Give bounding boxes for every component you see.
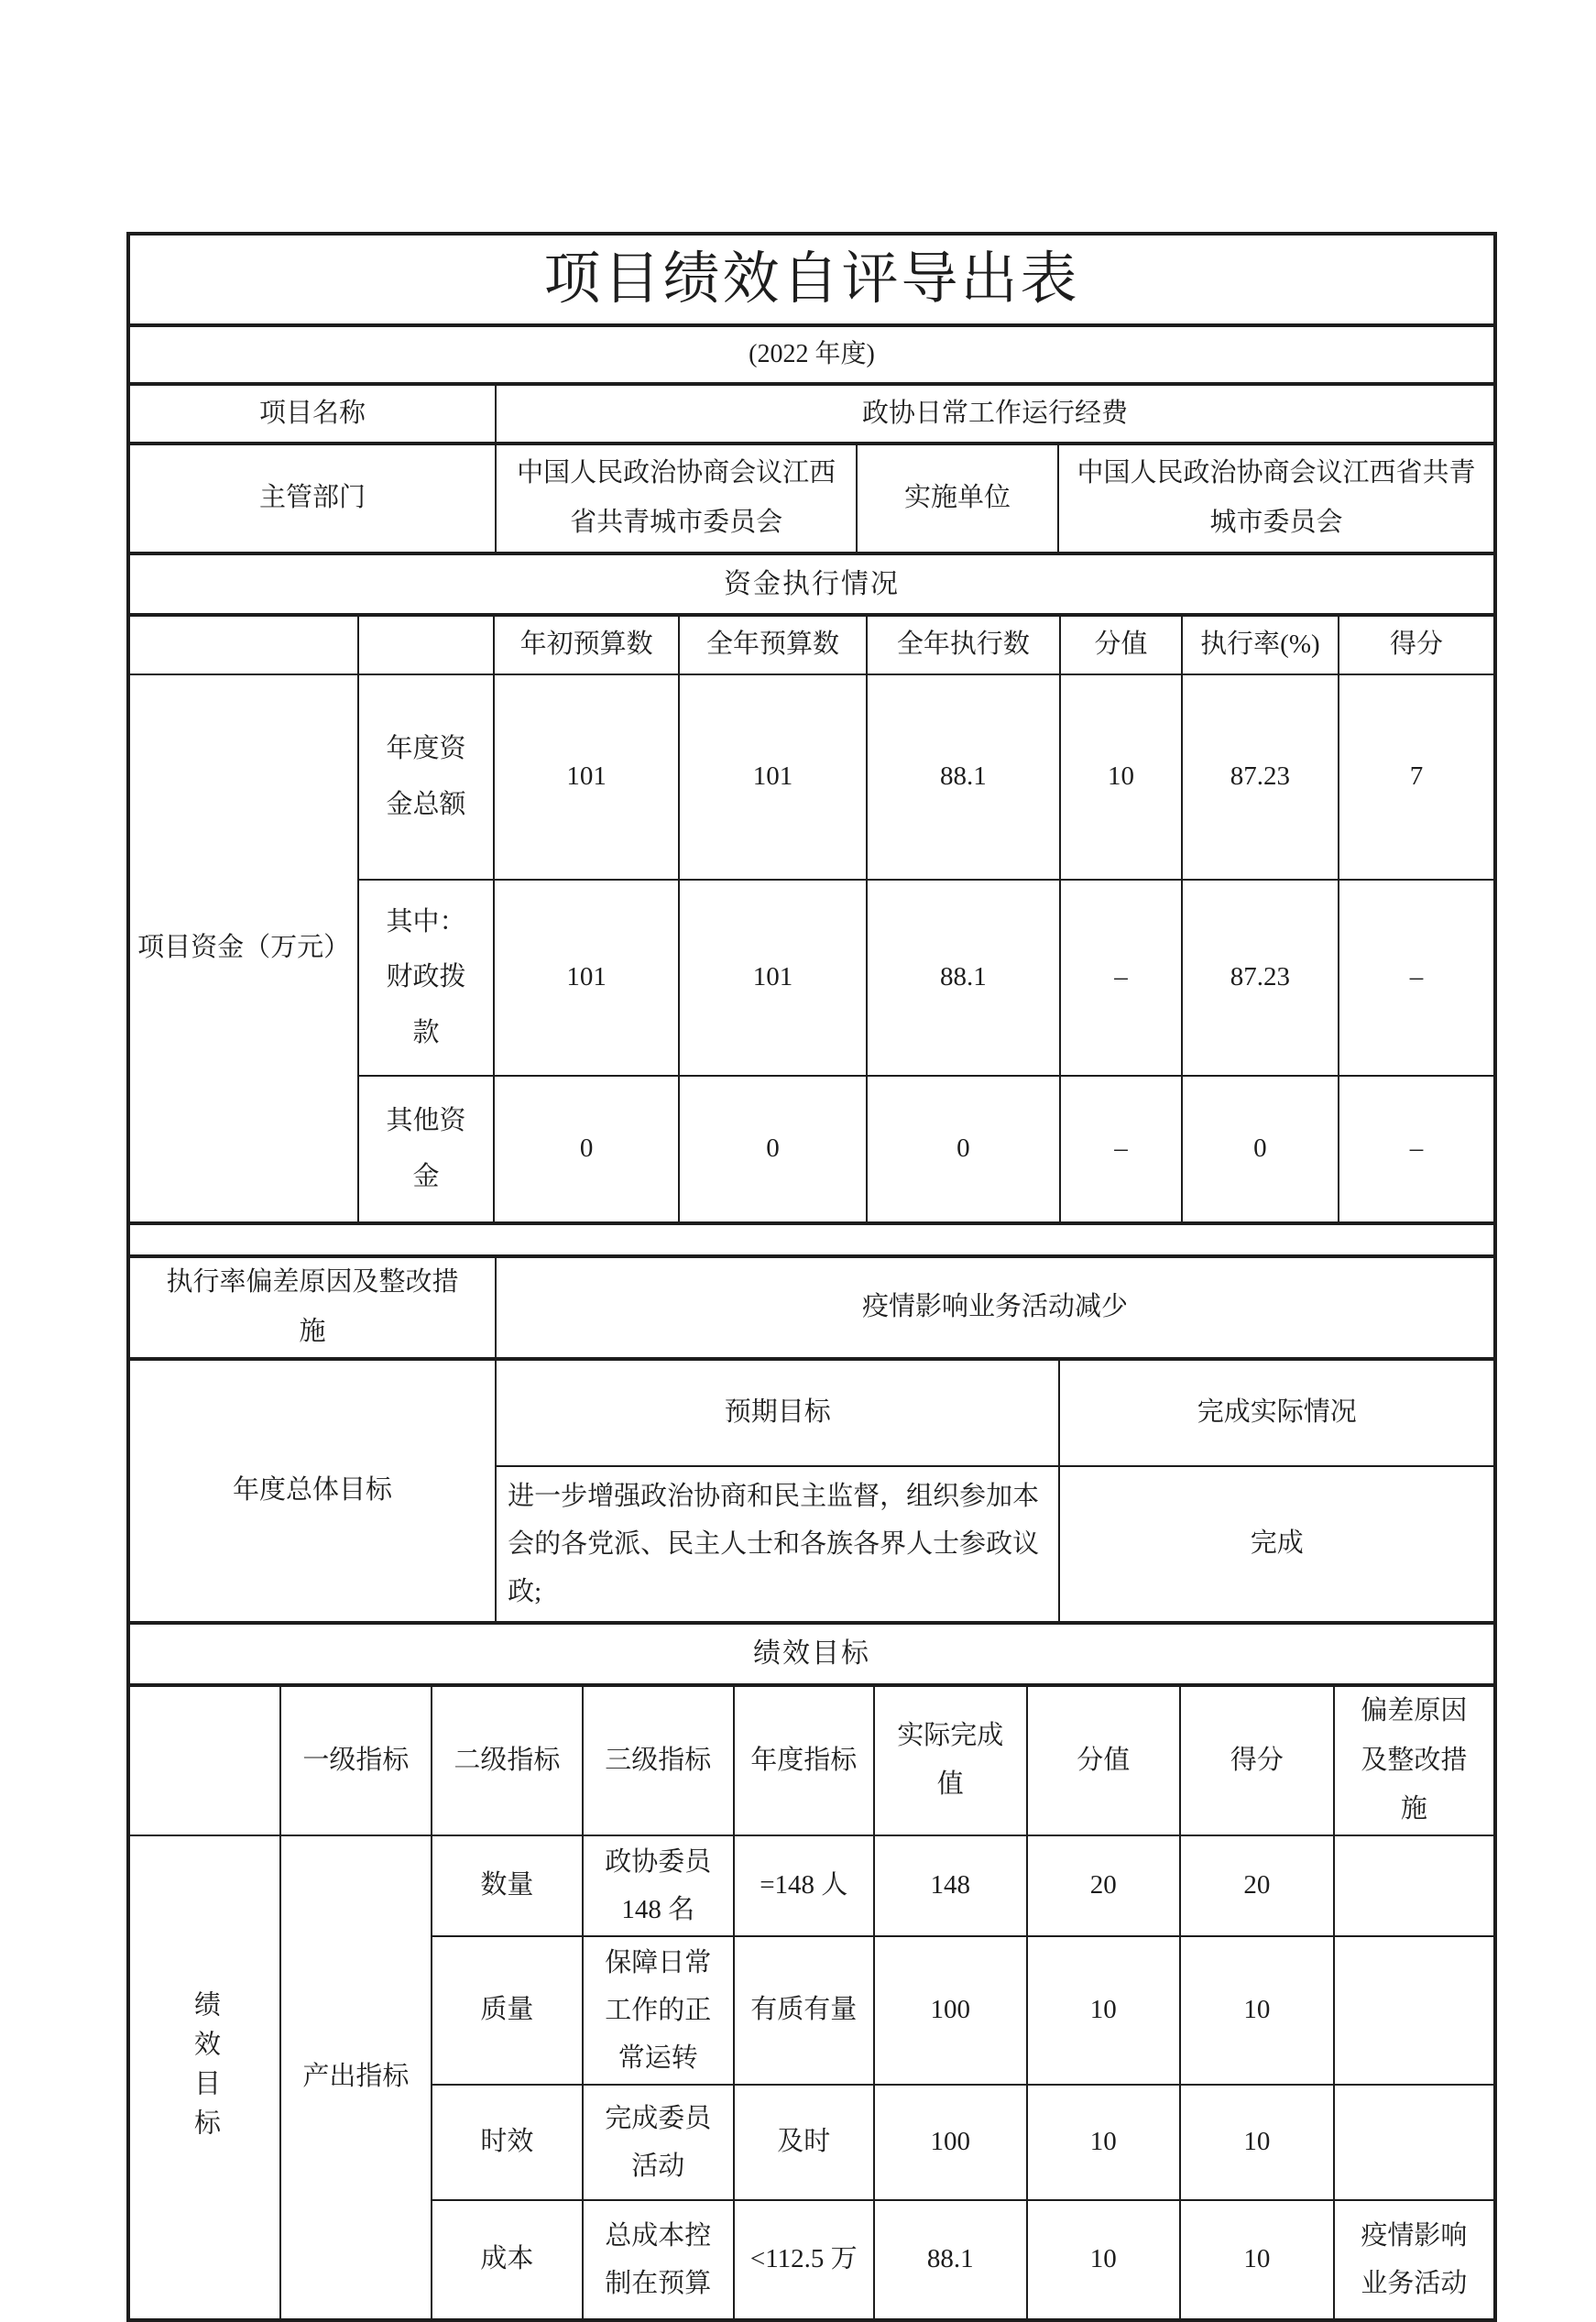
score-cell: 10 bbox=[1180, 2085, 1334, 2200]
perf-col-level2: 二级指标 bbox=[432, 1686, 583, 1835]
level2-cell: 质量 bbox=[432, 1936, 583, 2085]
deviation-value: 疫情影响业务活动减少 bbox=[496, 1257, 1494, 1358]
row-deviation-cell bbox=[1334, 1835, 1494, 1936]
score-cell: 20 bbox=[1180, 1835, 1334, 1936]
fund-row-label: 其中：财政拨款 bbox=[358, 880, 494, 1076]
project-name-table bbox=[128, 384, 1495, 444]
fund-col-score: 得分 bbox=[1339, 616, 1494, 674]
performance-group-label bbox=[129, 1835, 280, 2319]
fund-value: 0 bbox=[1182, 1076, 1339, 1222]
performance-row-quantity bbox=[129, 1835, 1494, 1936]
page-title: 项目绩效自评导出表 bbox=[129, 235, 1494, 324]
perf-col-score: 得分 bbox=[1180, 1686, 1334, 1835]
score-cell: 10 bbox=[1180, 2200, 1334, 2319]
level2-cell: 时效 bbox=[432, 2085, 583, 2200]
fund-value: 101 bbox=[494, 674, 680, 880]
level1-indicator-label: 产出指标 bbox=[280, 1835, 432, 2319]
level3-cell: 完成委员活动 bbox=[583, 2085, 734, 2200]
self-evaluation-sheet bbox=[126, 232, 1497, 2322]
row-deviation-cell bbox=[1334, 1936, 1494, 2085]
fund-value: 87.23 bbox=[1182, 880, 1339, 1076]
actual-value-cell: 100 bbox=[874, 2085, 1027, 2200]
fund-header-row bbox=[129, 616, 1494, 674]
impl-value: 中国人民政治协商会议江西省共青城市委员会 bbox=[1058, 444, 1494, 552]
annual-target-cell: =148 人 bbox=[734, 1835, 874, 1936]
expected-goal-text: 进一步增强政治协商和民主监督，组织参加本会的各党派、民主人士和各族各界人士参政议政; bbox=[496, 1466, 1059, 1623]
fund-band-table bbox=[128, 553, 1495, 616]
impl-label: 实施单位 bbox=[857, 444, 1058, 552]
level2-cell: 数量 bbox=[432, 1835, 583, 1936]
actual-value-cell: 88.1 bbox=[874, 2200, 1027, 2319]
perf-col-level1: 一级指标 bbox=[280, 1686, 432, 1835]
department-table bbox=[128, 444, 1495, 553]
score-total-cell: 20 bbox=[1027, 1835, 1180, 1936]
fund-table bbox=[128, 615, 1495, 1223]
fund-value: 0 bbox=[867, 1076, 1061, 1222]
annual-target-cell: <112.5 万 bbox=[734, 2200, 874, 2319]
title-table bbox=[128, 234, 1495, 325]
annual-goal-table bbox=[128, 1359, 1495, 1624]
fund-row-total bbox=[129, 674, 1494, 880]
blank-header-cell bbox=[358, 616, 494, 674]
score-total-cell: 10 bbox=[1027, 1936, 1180, 2085]
performance-section-heading: 绩效目标 bbox=[129, 1624, 1494, 1684]
expected-goal-header: 预期目标 bbox=[496, 1360, 1059, 1466]
fund-value: 101 bbox=[679, 880, 866, 1076]
fund-row-label: 年度资金总额 bbox=[358, 674, 494, 880]
goal-header-row bbox=[129, 1360, 1494, 1466]
row-deviation-cell bbox=[1334, 2085, 1494, 2200]
fund-row-label: 其他资金 bbox=[358, 1076, 494, 1222]
fund-value: 88.1 bbox=[867, 880, 1061, 1076]
perf-col-score-total: 分值 bbox=[1027, 1686, 1180, 1835]
spacer-table bbox=[128, 1223, 1495, 1256]
project-name-label: 项目名称 bbox=[129, 385, 496, 444]
fund-section-heading: 资金执行情况 bbox=[129, 554, 1494, 615]
score-cell: 10 bbox=[1180, 1936, 1334, 2085]
level2-cell: 成本 bbox=[432, 2200, 583, 2319]
actual-value-cell: 100 bbox=[874, 1936, 1027, 2085]
fund-value: – bbox=[1339, 1076, 1494, 1222]
fund-value: 0 bbox=[679, 1076, 866, 1222]
fund-value: 7 bbox=[1339, 674, 1494, 880]
empty-spacer-row bbox=[129, 1224, 1494, 1255]
actual-status-header: 完成实际情况 bbox=[1059, 1360, 1494, 1466]
fund-value: 0 bbox=[494, 1076, 680, 1222]
blank-header-cell bbox=[129, 616, 358, 674]
dept-label: 主管部门 bbox=[129, 444, 496, 552]
fund-group-label: 项目资金（万元） bbox=[129, 674, 358, 1222]
score-total-cell: 10 bbox=[1027, 2085, 1180, 2200]
annual-target-cell: 及时 bbox=[734, 2085, 874, 2200]
perf-col-actual-value: 实际完成值 bbox=[874, 1686, 1027, 1835]
level3-cell: 政协委员148 名 bbox=[583, 1835, 734, 1936]
performance-header-row bbox=[129, 1686, 1494, 1835]
level3-cell: 保障日常工作的正常运转 bbox=[583, 1936, 734, 2085]
fund-value: – bbox=[1060, 1076, 1182, 1222]
row-deviation-cell: 疫情影响业务活动 bbox=[1334, 2200, 1494, 2319]
perf-col-level3: 三级指标 bbox=[583, 1686, 734, 1835]
fund-value: 88.1 bbox=[867, 674, 1061, 880]
fund-col-initial-budget: 年初预算数 bbox=[494, 616, 680, 674]
annual-target-cell: 有质有量 bbox=[734, 1936, 874, 2085]
fund-value: 10 bbox=[1060, 674, 1182, 880]
perf-col-deviation: 偏差原因及整改措施 bbox=[1334, 1686, 1494, 1835]
project-name-value: 政协日常工作运行经费 bbox=[496, 385, 1494, 444]
blank-header-cell bbox=[129, 1686, 280, 1835]
fund-col-executed: 全年执行数 bbox=[867, 616, 1061, 674]
deviation-table bbox=[128, 1256, 1495, 1359]
fund-col-annual-budget: 全年预算数 bbox=[679, 616, 866, 674]
score-total-cell: 10 bbox=[1027, 2200, 1180, 2319]
deviation-label: 执行率偏差原因及整改措施 bbox=[129, 1257, 496, 1358]
performance-band-table bbox=[128, 1623, 1495, 1685]
fund-col-score-total: 分值 bbox=[1060, 616, 1182, 674]
actual-status-value: 完成 bbox=[1059, 1466, 1494, 1623]
fund-value: 101 bbox=[679, 674, 866, 880]
perf-col-annual-target: 年度指标 bbox=[734, 1686, 874, 1835]
fund-col-execution-rate: 执行率(%) bbox=[1182, 616, 1339, 674]
actual-value-cell: 148 bbox=[874, 1835, 1027, 1936]
page-subtitle: (2022 年度) bbox=[129, 326, 1494, 383]
performance-table bbox=[128, 1685, 1495, 2320]
fund-value: 101 bbox=[494, 880, 680, 1076]
dept-value: 中国人民政治协商会议江西省共青城市委员会 bbox=[496, 444, 857, 552]
level3-cell: 总成本控制在预算 bbox=[583, 2200, 734, 2319]
performance-group-label-text: 绩效目标 bbox=[190, 1989, 220, 2148]
subtitle-table bbox=[128, 325, 1495, 384]
fund-value: – bbox=[1339, 880, 1494, 1076]
fund-value: – bbox=[1060, 880, 1182, 1076]
fund-value: 87.23 bbox=[1182, 674, 1339, 880]
annual-goal-label: 年度总体目标 bbox=[129, 1360, 496, 1623]
